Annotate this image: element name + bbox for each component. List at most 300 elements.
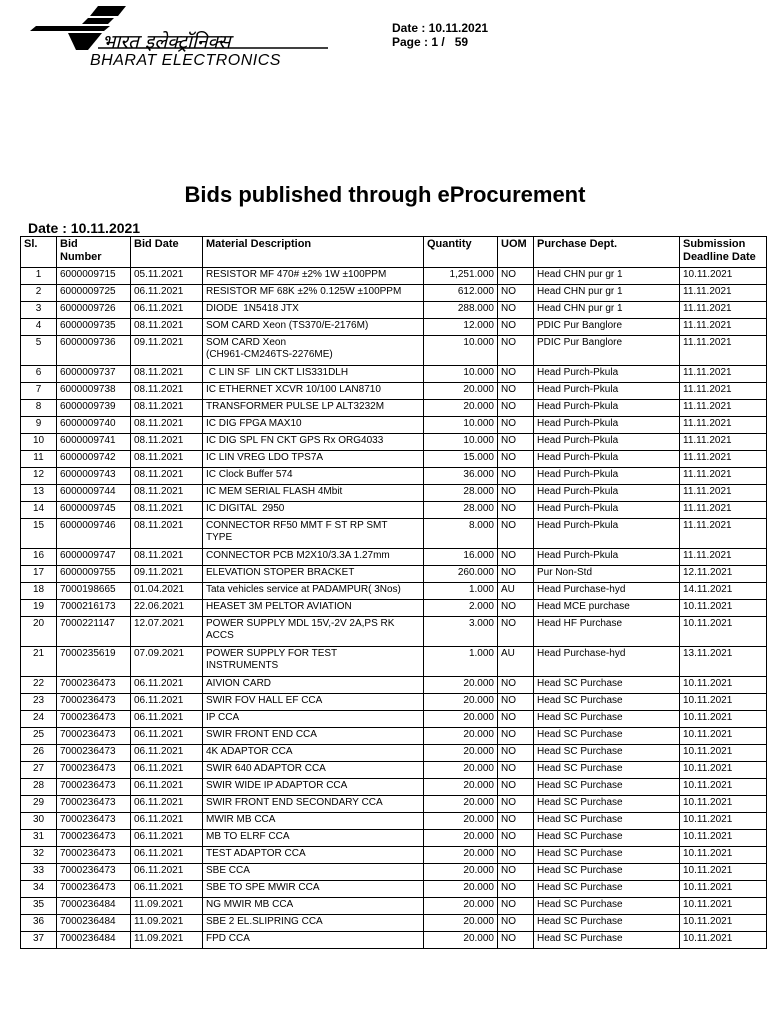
bid-number-cell: 7000236484 <box>57 932 131 949</box>
sl-cell: 28 <box>21 779 57 796</box>
purchase-dept-cell: Head SC Purchase <box>534 915 680 932</box>
submission-deadline-cell: 11.11.2021 <box>680 302 767 319</box>
quantity-cell: 20.000 <box>424 864 498 881</box>
table-row <box>21 796 767 813</box>
submission-deadline-cell: 10.11.2021 <box>680 915 767 932</box>
submission-deadline-cell: 10.11.2021 <box>680 600 767 617</box>
quantity-cell: 20.000 <box>424 915 498 932</box>
material-description-cell: MB TO ELRF CCA <box>203 830 424 847</box>
purchase-dept-cell: Head SC Purchase <box>534 762 680 779</box>
submission-deadline-cell: 10.11.2021 <box>680 813 767 830</box>
quantity-cell: 260.000 <box>424 566 498 583</box>
submission-deadline-cell: 11.11.2021 <box>680 383 767 400</box>
uom-cell: NO <box>498 813 534 830</box>
quantity-cell: 288.000 <box>424 302 498 319</box>
col-submission-deadline-header: Submission Deadline Date <box>680 237 767 268</box>
quantity-cell: 10.000 <box>424 417 498 434</box>
table-row <box>21 647 767 677</box>
sl-cell: 37 <box>21 932 57 949</box>
bid-number-cell: 6000009737 <box>57 366 131 383</box>
quantity-cell: 1,251.000 <box>424 268 498 285</box>
bid-number-cell: 6000009726 <box>57 302 131 319</box>
submission-deadline-cell: 10.11.2021 <box>680 745 767 762</box>
submission-deadline-cell: 11.11.2021 <box>680 366 767 383</box>
bharat-electronics-logo <box>28 4 348 70</box>
material-description-cell: RESISTOR MF 68K ±2% 0.125W ±100PPM <box>203 285 424 302</box>
purchase-dept-cell: Head Purchase-hyd <box>534 647 680 677</box>
uom-cell: NO <box>498 677 534 694</box>
uom-cell: NO <box>498 864 534 881</box>
bid-date-cell: 06.11.2021 <box>131 285 203 302</box>
purchase-dept-cell: Head Purch-Pkula <box>534 417 680 434</box>
sl-cell: 19 <box>21 600 57 617</box>
page-number: Page : 1 / 59 <box>392 35 469 49</box>
bid-date-cell: 08.11.2021 <box>131 400 203 417</box>
table-row <box>21 583 767 600</box>
bid-date-cell: 05.11.2021 <box>131 268 203 285</box>
purchase-dept-cell: Pur Non-Std <box>534 566 680 583</box>
submission-deadline-cell: 10.11.2021 <box>680 268 767 285</box>
purchase-dept-cell: Head Purch-Pkula <box>534 485 680 502</box>
quantity-cell: 20.000 <box>424 847 498 864</box>
material-description-cell: CONNECTOR RF50 MMT F ST RP SMT TYPE <box>203 519 424 549</box>
uom-cell: NO <box>498 796 534 813</box>
purchase-dept-cell: PDIC Pur Banglore <box>534 336 680 366</box>
material-description-cell: SOM CARD Xeon (CH961-CM246TS-2276ME) <box>203 336 424 366</box>
uom-cell: AU <box>498 647 534 677</box>
bid-number-cell: 6000009740 <box>57 417 131 434</box>
quantity-cell: 1.000 <box>424 583 498 600</box>
purchase-dept-cell: Head Purch-Pkula <box>534 549 680 566</box>
submission-deadline-cell: 11.11.2021 <box>680 336 767 366</box>
purchase-dept-cell: Head SC Purchase <box>534 779 680 796</box>
sl-cell: 33 <box>21 864 57 881</box>
bid-number-cell: 7000221147 <box>57 617 131 647</box>
submission-deadline-cell: 11.11.2021 <box>680 502 767 519</box>
purchase-dept-cell: Head CHN pur gr 1 <box>534 285 680 302</box>
col-purchase-dept-header: Purchase Dept. <box>534 237 680 268</box>
table-row <box>21 285 767 302</box>
bid-number-cell: 7000236473 <box>57 694 131 711</box>
table-row <box>21 711 767 728</box>
purchase-dept-cell: Head Purch-Pkula <box>534 383 680 400</box>
purchase-dept-cell: Head Purch-Pkula <box>534 502 680 519</box>
sl-cell: 29 <box>21 796 57 813</box>
bid-number-cell: 6000009744 <box>57 485 131 502</box>
sl-cell: 36 <box>21 915 57 932</box>
bid-number-cell: 7000236473 <box>57 864 131 881</box>
table-row <box>21 694 767 711</box>
purchase-dept-cell: Head SC Purchase <box>534 711 680 728</box>
logo-hindi-text: भारत इलेक्ट्रॉनिक्स <box>102 31 231 53</box>
table-row <box>21 319 767 336</box>
table-row <box>21 502 767 519</box>
bid-date-cell: 08.11.2021 <box>131 434 203 451</box>
quantity-cell: 3.000 <box>424 617 498 647</box>
quantity-cell: 2.000 <box>424 600 498 617</box>
bid-number-cell: 7000236473 <box>57 779 131 796</box>
bid-date-cell: 06.11.2021 <box>131 745 203 762</box>
purchase-dept-cell: Head SC Purchase <box>534 847 680 864</box>
bid-number-cell: 7000236473 <box>57 813 131 830</box>
material-description-cell: POWER SUPPLY FOR TEST INSTRUMENTS <box>203 647 424 677</box>
material-description-cell: IC Clock Buffer 574 <box>203 468 424 485</box>
sl-cell: 22 <box>21 677 57 694</box>
submission-deadline-cell: 12.11.2021 <box>680 566 767 583</box>
bid-number-cell: 6000009738 <box>57 383 131 400</box>
submission-deadline-cell: 10.11.2021 <box>680 864 767 881</box>
sl-cell: 16 <box>21 549 57 566</box>
submission-deadline-cell: 10.11.2021 <box>680 932 767 949</box>
submission-deadline-cell: 11.11.2021 <box>680 434 767 451</box>
submission-deadline-cell: 11.11.2021 <box>680 417 767 434</box>
purchase-dept-cell: Head Purch-Pkula <box>534 366 680 383</box>
purchase-dept-cell: Head SC Purchase <box>534 677 680 694</box>
uom-cell: NO <box>498 694 534 711</box>
bid-date-cell: 12.07.2021 <box>131 617 203 647</box>
sl-cell: 26 <box>21 745 57 762</box>
uom-cell: NO <box>498 302 534 319</box>
uom-cell: NO <box>498 881 534 898</box>
bid-date-cell: 08.11.2021 <box>131 383 203 400</box>
uom-cell: NO <box>498 762 534 779</box>
uom-cell: NO <box>498 366 534 383</box>
purchase-dept-cell: Head SC Purchase <box>534 932 680 949</box>
purchase-dept-cell: Head Purch-Pkula <box>534 519 680 549</box>
table-row <box>21 762 767 779</box>
bid-date-cell: 06.11.2021 <box>131 813 203 830</box>
quantity-cell: 20.000 <box>424 694 498 711</box>
submission-deadline-cell: 10.11.2021 <box>680 830 767 847</box>
table-header-row <box>21 237 767 268</box>
quantity-cell: 20.000 <box>424 400 498 417</box>
bid-date-cell: 06.11.2021 <box>131 728 203 745</box>
bid-number-cell: 6000009747 <box>57 549 131 566</box>
bid-number-cell: 7000236473 <box>57 762 131 779</box>
quantity-cell: 28.000 <box>424 502 498 519</box>
bid-number-cell: 7000236484 <box>57 915 131 932</box>
purchase-dept-cell: Head Purch-Pkula <box>534 451 680 468</box>
quantity-cell: 28.000 <box>424 485 498 502</box>
submission-deadline-cell: 14.11.2021 <box>680 583 767 600</box>
material-description-cell: SWIR FRONT END CCA <box>203 728 424 745</box>
material-description-cell: IP CCA <box>203 711 424 728</box>
material-description-cell: C LIN SF LIN CKT LIS331DLH <box>203 366 424 383</box>
sl-cell: 13 <box>21 485 57 502</box>
sl-cell: 8 <box>21 400 57 417</box>
quantity-cell: 20.000 <box>424 745 498 762</box>
report-date: Date : 10.11.2021 <box>392 21 489 35</box>
table-row <box>21 617 767 647</box>
table-row <box>21 336 767 366</box>
uom-cell: AU <box>498 583 534 600</box>
bid-number-cell: 7000236473 <box>57 881 131 898</box>
purchase-dept-cell: Head Purch-Pkula <box>534 400 680 417</box>
submission-deadline-cell: 11.11.2021 <box>680 400 767 417</box>
sl-cell: 15 <box>21 519 57 549</box>
bid-date-cell: 08.11.2021 <box>131 549 203 566</box>
table-row <box>21 366 767 383</box>
bids-table <box>20 236 767 949</box>
material-description-cell: RESISTOR MF 470# ±2% 1W ±100PPM <box>203 268 424 285</box>
material-description-cell: IC MEM SERIAL FLASH 4Mbit <box>203 485 424 502</box>
uom-cell: NO <box>498 549 534 566</box>
uom-cell: NO <box>498 451 534 468</box>
bid-number-cell: 6000009735 <box>57 319 131 336</box>
table-row <box>21 383 767 400</box>
logo-english-text: BHARAT ELECTRONICS <box>90 52 281 69</box>
quantity-cell: 10.000 <box>424 336 498 366</box>
material-description-cell: SBE 2 EL.SLIPRING CCA <box>203 915 424 932</box>
submission-deadline-cell: 11.11.2021 <box>680 549 767 566</box>
material-description-cell: NG MWIR MB CCA <box>203 898 424 915</box>
submission-deadline-cell: 10.11.2021 <box>680 881 767 898</box>
purchase-dept-cell: Head SC Purchase <box>534 745 680 762</box>
submission-deadline-cell: 11.11.2021 <box>680 485 767 502</box>
sl-cell: 18 <box>21 583 57 600</box>
quantity-cell: 20.000 <box>424 711 498 728</box>
table-row <box>21 566 767 583</box>
uom-cell: NO <box>498 728 534 745</box>
bid-date-cell: 08.11.2021 <box>131 519 203 549</box>
submission-deadline-cell: 11.11.2021 <box>680 468 767 485</box>
material-description-cell: CONNECTOR PCB M2X10/3.3A 1.27mm <box>203 549 424 566</box>
table-row <box>21 549 767 566</box>
purchase-dept-cell: Head Purch-Pkula <box>534 434 680 451</box>
bid-number-cell: 6000009741 <box>57 434 131 451</box>
sl-cell: 6 <box>21 366 57 383</box>
submission-deadline-cell: 10.11.2021 <box>680 617 767 647</box>
sl-cell: 34 <box>21 881 57 898</box>
table-row <box>21 468 767 485</box>
table-row <box>21 268 767 285</box>
purchase-dept-cell: PDIC Pur Banglore <box>534 319 680 336</box>
table-row <box>21 915 767 932</box>
quantity-cell: 12.000 <box>424 319 498 336</box>
col-bid-date-header: Bid Date <box>131 237 203 268</box>
material-description-cell: POWER SUPPLY MDL 15V,-2V 2A,PS RK ACCS <box>203 617 424 647</box>
sl-cell: 12 <box>21 468 57 485</box>
uom-cell: NO <box>498 617 534 647</box>
quantity-cell: 20.000 <box>424 779 498 796</box>
bid-number-cell: 7000236473 <box>57 830 131 847</box>
sl-cell: 31 <box>21 830 57 847</box>
material-description-cell: SWIR WIDE IP ADAPTOR CCA <box>203 779 424 796</box>
material-description-cell: IC DIGITAL 2950 <box>203 502 424 519</box>
material-description-cell: ELEVATION STOPER BRACKET <box>203 566 424 583</box>
submission-deadline-cell: 10.11.2021 <box>680 796 767 813</box>
material-description-cell: IC DIG FPGA MAX10 <box>203 417 424 434</box>
table-row <box>21 728 767 745</box>
quantity-cell: 612.000 <box>424 285 498 302</box>
uom-cell: NO <box>498 485 534 502</box>
material-description-cell: Tata vehicles service at PADAMPUR( 3Nos) <box>203 583 424 600</box>
col-quantity-header: Quantity <box>424 237 498 268</box>
bid-date-cell: 06.11.2021 <box>131 796 203 813</box>
uom-cell: NO <box>498 600 534 617</box>
bid-date-cell: 07.09.2021 <box>131 647 203 677</box>
bid-number-cell: 7000236473 <box>57 745 131 762</box>
bid-number-cell: 6000009739 <box>57 400 131 417</box>
submission-deadline-cell: 10.11.2021 <box>680 677 767 694</box>
sl-cell: 24 <box>21 711 57 728</box>
uom-cell: NO <box>498 519 534 549</box>
quantity-cell: 20.000 <box>424 383 498 400</box>
purchase-dept-cell: Head MCE purchase <box>534 600 680 617</box>
sl-cell: 10 <box>21 434 57 451</box>
bid-date-cell: 08.11.2021 <box>131 468 203 485</box>
quantity-cell: 20.000 <box>424 762 498 779</box>
bid-date-cell: 08.11.2021 <box>131 417 203 434</box>
material-description-cell: SOM CARD Xeon (TS370/E-2176M) <box>203 319 424 336</box>
material-description-cell: SWIR FOV HALL EF CCA <box>203 694 424 711</box>
purchase-dept-cell: Head Purchase-hyd <box>534 583 680 600</box>
table-row <box>21 400 767 417</box>
quantity-cell: 20.000 <box>424 932 498 949</box>
bid-date-cell: 08.11.2021 <box>131 366 203 383</box>
table-row <box>21 519 767 549</box>
bid-number-cell: 7000236473 <box>57 847 131 864</box>
table-row <box>21 600 767 617</box>
sl-cell: 21 <box>21 647 57 677</box>
uom-cell: NO <box>498 400 534 417</box>
col-sl-header: Sl. <box>21 237 57 268</box>
uom-cell: NO <box>498 779 534 796</box>
table-body <box>21 268 767 949</box>
submission-deadline-cell: 10.11.2021 <box>680 779 767 796</box>
material-description-cell: TRANSFORMER PULSE LP ALT3232M <box>203 400 424 417</box>
bid-date-cell: 06.11.2021 <box>131 830 203 847</box>
table-row <box>21 485 767 502</box>
quantity-cell: 10.000 <box>424 366 498 383</box>
bid-date-cell: 06.11.2021 <box>131 779 203 796</box>
submission-deadline-cell: 11.11.2021 <box>680 519 767 549</box>
quantity-cell: 20.000 <box>424 813 498 830</box>
table-row <box>21 417 767 434</box>
bid-number-cell: 6000009742 <box>57 451 131 468</box>
sl-cell: 3 <box>21 302 57 319</box>
table-row <box>21 830 767 847</box>
uom-cell: NO <box>498 711 534 728</box>
uom-cell: NO <box>498 468 534 485</box>
quantity-cell: 20.000 <box>424 796 498 813</box>
purchase-dept-cell: Head SC Purchase <box>534 864 680 881</box>
material-description-cell: SBE CCA <box>203 864 424 881</box>
material-description-cell: TEST ADAPTOR CCA <box>203 847 424 864</box>
material-description-cell: IC DIG SPL FN CKT GPS Rx ORG4033 <box>203 434 424 451</box>
bid-date-cell: 08.11.2021 <box>131 502 203 519</box>
bid-number-cell: 7000236473 <box>57 796 131 813</box>
sl-cell: 23 <box>21 694 57 711</box>
table-row <box>21 302 767 319</box>
quantity-cell: 8.000 <box>424 519 498 549</box>
purchase-dept-cell: Head SC Purchase <box>534 830 680 847</box>
submission-deadline-cell: 10.11.2021 <box>680 898 767 915</box>
quantity-cell: 20.000 <box>424 881 498 898</box>
material-description-cell: MWIR MB CCA <box>203 813 424 830</box>
table-row <box>21 779 767 796</box>
table-row <box>21 898 767 915</box>
bid-number-cell: 6000009743 <box>57 468 131 485</box>
material-description-cell: SBE TO SPE MWIR CCA <box>203 881 424 898</box>
uom-cell: NO <box>498 383 534 400</box>
sl-cell: 11 <box>21 451 57 468</box>
sl-cell: 2 <box>21 285 57 302</box>
bid-date-cell: 06.11.2021 <box>131 762 203 779</box>
material-description-cell: FPD CCA <box>203 932 424 949</box>
material-description-cell: SWIR 640 ADAPTOR CCA <box>203 762 424 779</box>
material-description-cell: AIVION CARD <box>203 677 424 694</box>
bid-date-cell: 08.11.2021 <box>131 451 203 468</box>
uom-cell: NO <box>498 915 534 932</box>
sl-cell: 32 <box>21 847 57 864</box>
sl-cell: 9 <box>21 417 57 434</box>
purchase-dept-cell: Head CHN pur gr 1 <box>534 302 680 319</box>
material-description-cell: DIODE 1N5418 JTX <box>203 302 424 319</box>
table-row <box>21 745 767 762</box>
purchase-dept-cell: Head SC Purchase <box>534 796 680 813</box>
uom-cell: NO <box>498 434 534 451</box>
bid-number-cell: 7000235619 <box>57 647 131 677</box>
table-row <box>21 677 767 694</box>
col-bid-number-header: Bid Number <box>57 237 131 268</box>
uom-cell: NO <box>498 932 534 949</box>
bid-date-cell: 01.04.2021 <box>131 583 203 600</box>
bid-date-cell: 08.11.2021 <box>131 485 203 502</box>
sl-cell: 1 <box>21 268 57 285</box>
material-description-cell: IC LIN VREG LDO TPS7A <box>203 451 424 468</box>
quantity-cell: 20.000 <box>424 677 498 694</box>
submission-deadline-cell: 10.11.2021 <box>680 847 767 864</box>
submission-deadline-cell: 10.11.2021 <box>680 762 767 779</box>
bid-number-cell: 7000236473 <box>57 677 131 694</box>
uom-cell: NO <box>498 319 534 336</box>
bid-number-cell: 6000009746 <box>57 519 131 549</box>
col-material-description-header: Material Description <box>203 237 424 268</box>
bid-date-cell: 06.11.2021 <box>131 864 203 881</box>
bid-number-cell: 7000198665 <box>57 583 131 600</box>
bid-number-cell: 6000009755 <box>57 566 131 583</box>
table-row <box>21 864 767 881</box>
submission-deadline-cell: 11.11.2021 <box>680 319 767 336</box>
quantity-cell: 36.000 <box>424 468 498 485</box>
table-row <box>21 932 767 949</box>
uom-cell: NO <box>498 847 534 864</box>
col-uom-header: UOM <box>498 237 534 268</box>
material-description-cell: 4K ADAPTOR CCA <box>203 745 424 762</box>
sl-cell: 27 <box>21 762 57 779</box>
bid-date-cell: 06.11.2021 <box>131 694 203 711</box>
uom-cell: NO <box>498 502 534 519</box>
sl-cell: 14 <box>21 502 57 519</box>
bid-date-cell: 11.09.2021 <box>131 898 203 915</box>
purchase-dept-cell: Head Purch-Pkula <box>534 468 680 485</box>
table-row <box>21 813 767 830</box>
submission-deadline-cell: 10.11.2021 <box>680 728 767 745</box>
bid-date-cell: 06.11.2021 <box>131 881 203 898</box>
bids-date: Date : 10.11.2021 <box>28 220 141 236</box>
material-description-cell: HEASET 3M PELTOR AVIATION <box>203 600 424 617</box>
table-row <box>21 847 767 864</box>
table-row <box>21 434 767 451</box>
sl-cell: 25 <box>21 728 57 745</box>
bid-number-cell: 7000236473 <box>57 728 131 745</box>
bid-number-cell: 6000009736 <box>57 336 131 366</box>
purchase-dept-cell: Head SC Purchase <box>534 881 680 898</box>
bid-number-cell: 7000236473 <box>57 711 131 728</box>
table-row <box>21 881 767 898</box>
quantity-cell: 20.000 <box>424 728 498 745</box>
